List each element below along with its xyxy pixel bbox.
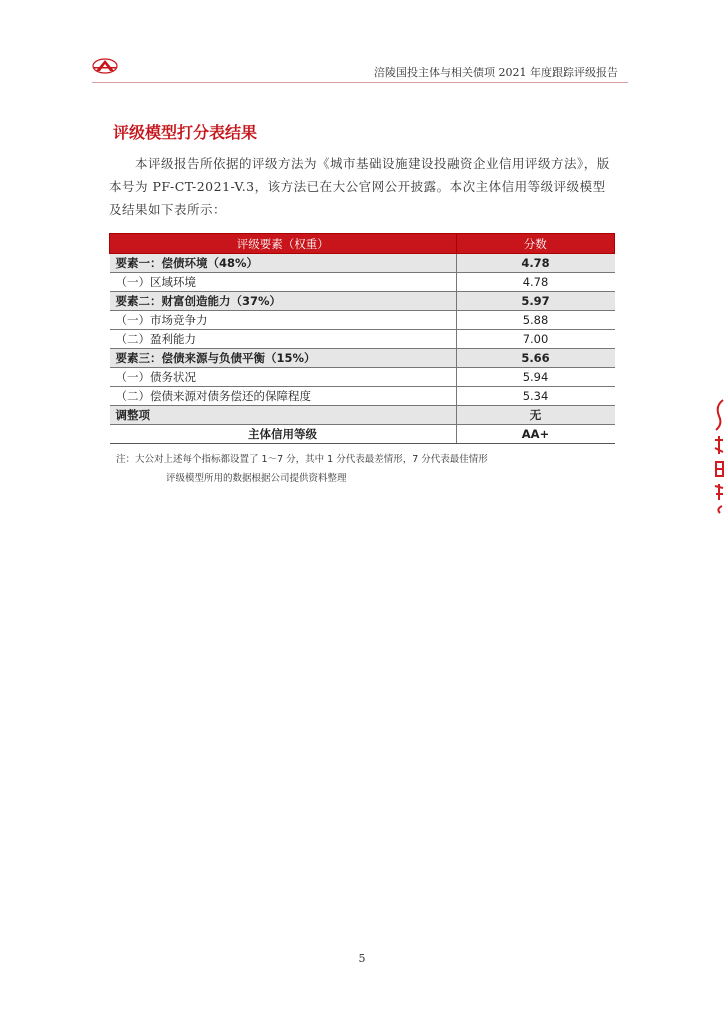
section-title: 评级模型打分表结果 bbox=[113, 123, 258, 142]
row-score: 5.34 bbox=[456, 387, 615, 406]
row-score: 5.94 bbox=[456, 368, 615, 387]
rating-score-table bbox=[109, 233, 615, 444]
row-score: 5.66 bbox=[456, 349, 615, 368]
row-label: 主体信用等级 bbox=[110, 425, 457, 444]
table-row bbox=[110, 254, 615, 273]
row-score: AA+ bbox=[456, 425, 615, 444]
table-row bbox=[110, 349, 615, 368]
row-score: 5.88 bbox=[456, 311, 615, 330]
row-score: 4.78 bbox=[456, 254, 615, 273]
row-label: 要素一：偿债环境（48%） bbox=[110, 254, 457, 273]
row-score: 5.97 bbox=[456, 292, 615, 311]
row-label: 要素三：偿债来源与负债平衡（15%） bbox=[110, 349, 457, 368]
company-logo bbox=[92, 58, 118, 74]
table-row bbox=[110, 273, 615, 292]
row-label: 要素二：财富创造能力（37%） bbox=[110, 292, 457, 311]
header-title: 涪陵国投主体与相关债项 2021 年度跟踪评级报告 bbox=[374, 66, 618, 79]
row-label: （二）盈利能力 bbox=[110, 330, 457, 349]
row-score: 7.00 bbox=[456, 330, 615, 349]
page-number: 5 bbox=[358, 952, 366, 965]
table-row bbox=[110, 387, 615, 406]
table-row bbox=[110, 311, 615, 330]
table-row bbox=[110, 330, 615, 349]
table-note: 注：大公对上述每个指标都设置了 1～7 分，其中 1 分代表最差情形，7 分代表最佳情形 bbox=[116, 454, 488, 465]
table-row bbox=[110, 292, 615, 311]
table-header-score: 分数 bbox=[456, 234, 615, 254]
red-seal-stamp-edge bbox=[713, 396, 724, 514]
row-label: （一）区域环境 bbox=[110, 273, 457, 292]
table-row bbox=[110, 406, 615, 425]
row-label: 调整项 bbox=[110, 406, 457, 425]
intro-paragraph bbox=[109, 152, 615, 221]
data-source-note: 评级模型所用的数据根据公司提供资料整理 bbox=[166, 473, 347, 484]
row-label: （一）市场竞争力 bbox=[110, 311, 457, 330]
table-body bbox=[110, 254, 615, 444]
table-header-factor: 评级要素（权重） bbox=[110, 234, 457, 254]
table-row bbox=[110, 368, 615, 387]
row-label: （二）偿债来源对债务偿还的保障程度 bbox=[110, 387, 457, 406]
row-label: （一）债务状况 bbox=[110, 368, 457, 387]
row-score: 无 bbox=[456, 406, 615, 425]
table-row bbox=[110, 425, 615, 444]
intro-text: 本评级报告所依据的评级方法为《城市基础设施建设投融资企业信用评级方法》，版本号为 PF-CT-2021-V.3，该方法已在大公官网公开披露。本次主体信用等级评级模型及结果如下表所示： bbox=[109, 156, 610, 217]
header-divider bbox=[92, 82, 628, 83]
row-score: 4.78 bbox=[456, 273, 615, 292]
table-header-row bbox=[110, 234, 615, 254]
